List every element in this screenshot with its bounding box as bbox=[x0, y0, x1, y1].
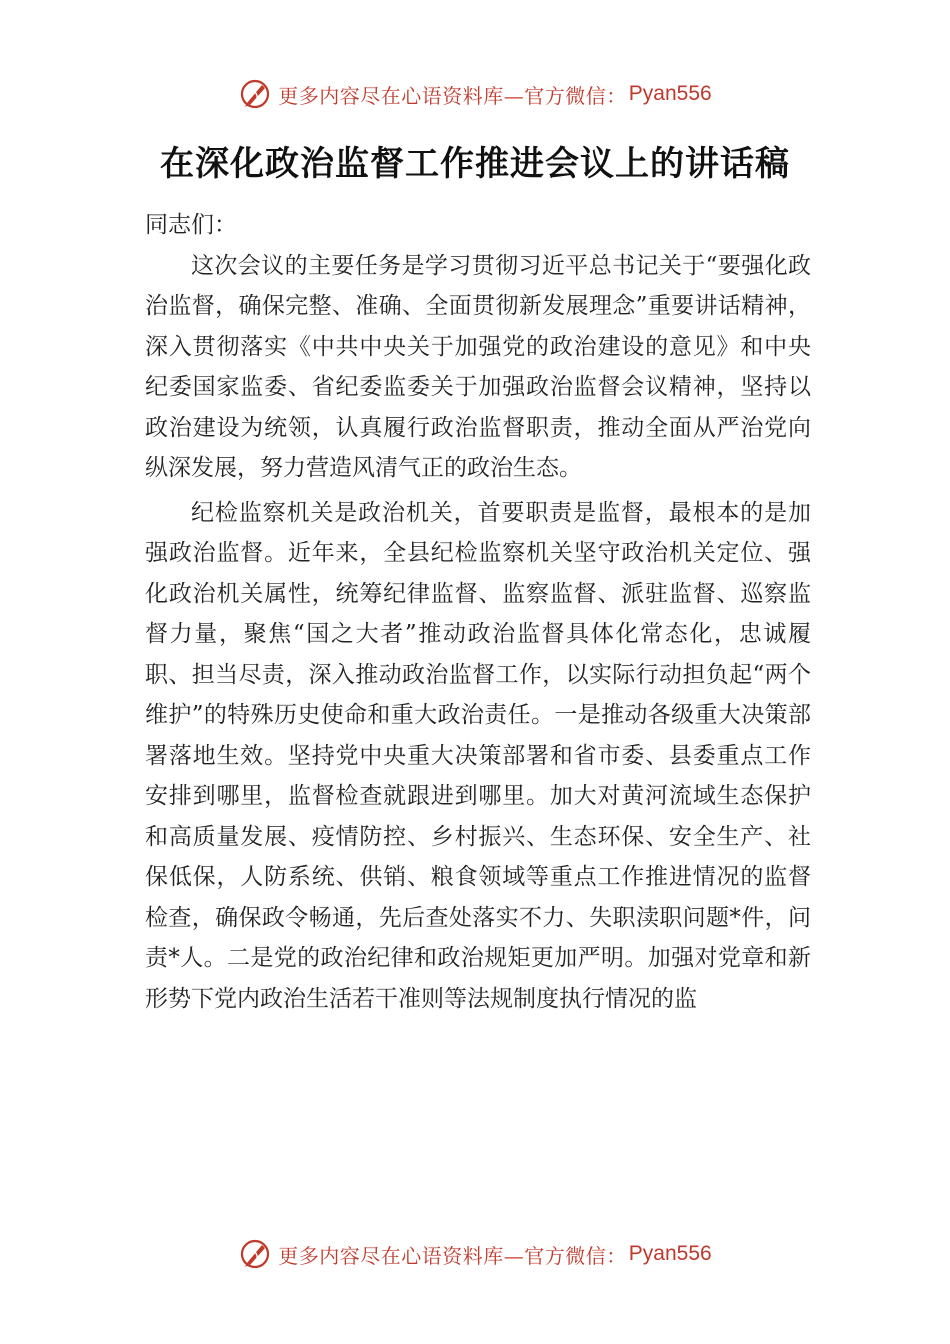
footer-banner-text: 更多内容尽在心语资料库—官方微信： bbox=[278, 1243, 627, 1268]
paragraph-2: 纪检监察机关是政治机关，首要职责是监督，最根本的是加强政治监督。近年来，全县纪检监察机关坚守政治机关定位、强化政治机关属性，统筹纪律监督、监察监督、派驻监督、巡察监督力量，聚焦“国之大者”推动政治监督具体化常态化，忠诚履职、担当尽责，深入推动政治监督工作，以实际行动担负起“两个维护”的特殊历史使命和重大政治责任。一是推动各级重大决策部署落地生效。坚持党中央重大决策部署和省市委、县委重点工作安排到哪里，监督检查就跟进到哪里。加大对黄河流域生态保护和高质量发展、疫情防控、乡村振兴、生态环保、安全生产、社保低保，人防系统、供销、粮食领域等重点工作推进情况的监督检查，确保政令畅通，先后查处落实不力、失职渎职问题*件，问责*人。二是党的政治纪律和政治规矩更加严明。加强对党章和新形势下党内政治生活若干准则等法规制度执行情况的监 bbox=[145, 499, 811, 1012]
header-banner-text: 更多内容尽在心语资料库—官方微信： bbox=[278, 83, 627, 108]
document-title: 在深化政治监督工作推进会议上的讲话稿 bbox=[160, 144, 790, 184]
document-body bbox=[145, 205, 811, 1019]
greeting: 同志们： bbox=[145, 212, 237, 238]
footer-wechat-id: Pyan556 bbox=[628, 1242, 712, 1265]
footer-banner bbox=[0, 1232, 950, 1276]
header-wechat-id: Pyan556 bbox=[628, 82, 712, 105]
pen-quill-logo-icon bbox=[238, 1237, 272, 1271]
paragraph-1: 这次会议的主要任务是学习贯彻习近平总书记关于“要强化政治监督，确保完整、准确、全面贯彻新发展理念”重要讲话精神，深入贯彻落实《中共中央关于加强党的政治建设的意见》和中央纪委国家监委、省纪委监委关于加强政治监督会议精神，坚持以政治建设为统领，认真履行政治监督职责，推动全面从严治党向纵深发展，努力营造风清气正的政治生态。 bbox=[145, 252, 811, 481]
header-banner bbox=[0, 72, 950, 116]
pen-quill-logo-icon bbox=[238, 77, 272, 111]
